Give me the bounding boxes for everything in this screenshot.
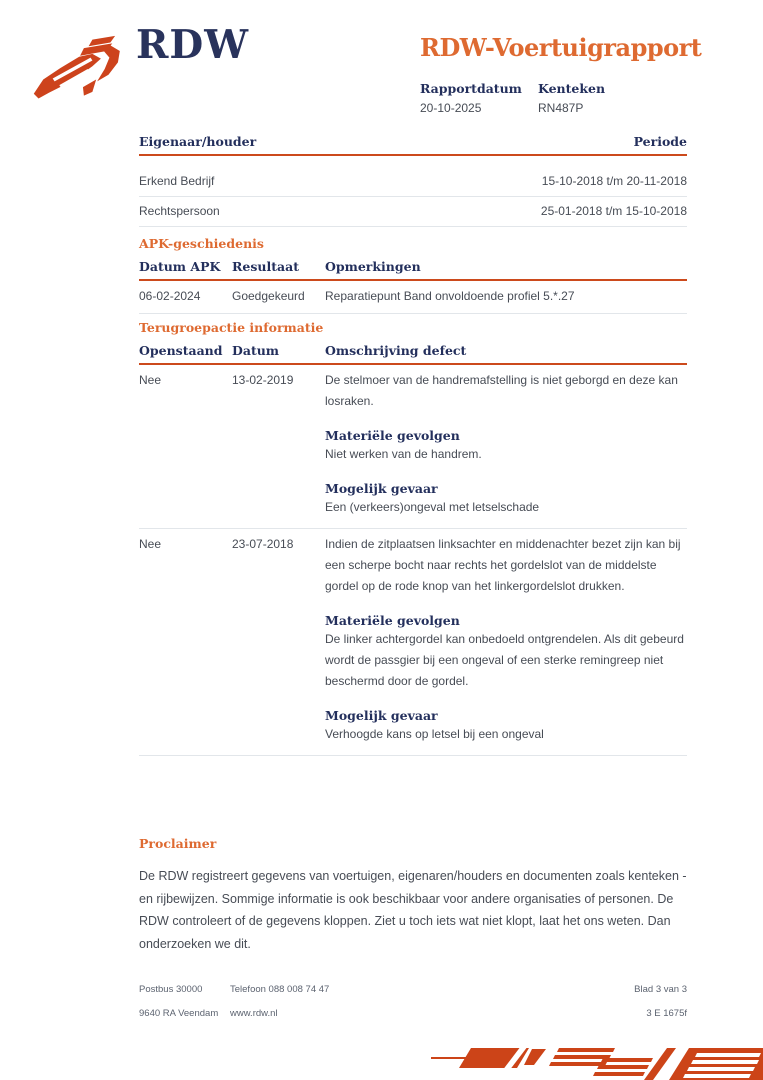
footer-doc-code: 3 E 1675f: [646, 1008, 687, 1019]
recall-date: 13-02-2019: [232, 373, 294, 387]
recall-heading: Terugroepactie informatie: [139, 320, 324, 335]
recall-defect: Indien de zitplaatsen linksachter en middenachter bezet zijn kan bij een scherpe bocht naar rechts het gordelslot van de middelste gordel op de rode knop van het linkergordelslot drukken.: [325, 537, 681, 593]
owner-row: [139, 197, 687, 227]
recall-row: [139, 529, 687, 756]
footer-row: [139, 984, 687, 995]
apk-heading: APK-geschiedenis: [139, 236, 264, 251]
material-consequences-text: Niet werken van de handrem.: [325, 447, 482, 461]
footer-postbox: Postbus 30000: [139, 984, 203, 995]
material-consequences-text: De linker achtergordel kan onbedoeld ontgrendelen. Als dit gebeurd wordt de passgier bij een ongeval of een sterke remingreep niet beschermd door de gordel.: [325, 632, 684, 688]
recall-detail: [325, 370, 687, 522]
apk-result: Goedgekeurd: [232, 289, 305, 303]
page-footer: [139, 984, 687, 1032]
proclaimer-section: [139, 836, 687, 955]
proclaimer-text: De RDW registreert gegevens van voertuigen, eigenaren/houders en documenten zoals kenteken - en rijbewijzen. Sommige informatie is ook beschikbaar voor andere organisaties of personen. De RDW controleert of de gegevens kloppen. Ziet u toch iets wat niet klopt, laat het ons weten. Dan onderzoeken we dit.: [139, 869, 687, 951]
report-date-block: [420, 81, 522, 115]
recall-open: Nee: [139, 373, 162, 387]
apk-table-header: [139, 259, 687, 281]
report-date-label: Rapportdatum: [420, 81, 522, 96]
report-title: RDW-Voertuigrapport: [420, 33, 702, 62]
possible-danger-label: Mogelijk gevaar: [325, 481, 438, 496]
owner-row: [139, 167, 687, 197]
recall-col-defect: Omschrijving defect: [325, 343, 467, 358]
rdw-logotype: RDW: [136, 22, 250, 68]
license-plate-label: Kenteken: [538, 81, 606, 96]
apk-col-remarks: Opmerkingen: [325, 259, 421, 274]
footer-city: 9640 RA Veendam: [139, 1008, 219, 1019]
report-date-value: 20-10-2025: [420, 101, 482, 115]
recall-open: Nee: [139, 537, 162, 551]
owner-header-name: Eigenaar/houder: [139, 134, 257, 149]
apk-section: [139, 236, 687, 314]
apk-col-result: Resultaat: [232, 259, 299, 274]
recall-date: 23-07-2018: [232, 537, 294, 551]
owner-table-header: [139, 134, 687, 156]
proclaimer-heading: Proclaimer: [139, 836, 217, 851]
recall-table-header: [139, 343, 687, 365]
recall-row: [139, 365, 687, 529]
apk-row: [139, 281, 687, 314]
apk-remarks: Reparatiepunt Band onvoldoende profiel 5.*.27: [325, 289, 575, 303]
apk-date: 06-02-2024: [139, 289, 201, 303]
recall-defect: De stelmoer van de handremafstelling is niet geborgd en deze kan losraken.: [325, 373, 678, 408]
material-consequences-label: Materiële gevolgen: [325, 428, 460, 443]
license-plate-value: RN487P: [538, 101, 584, 115]
apk-col-date: Datum APK: [139, 259, 221, 274]
owner-header-period: Periode: [633, 134, 687, 149]
owner-name: Rechtspersoon: [139, 204, 220, 218]
owner-period: 25-01-2018 t/m 15-10-2018: [540, 204, 687, 218]
footer-phone: Telefoon 088 008 74 47: [230, 984, 330, 995]
footer-speedlines-graphic-icon: [431, 1046, 763, 1080]
footer-row: [139, 1008, 687, 1019]
recall-detail: [325, 534, 687, 749]
license-plate-block: [538, 81, 605, 115]
possible-danger-text: Een (verkeers)ongeval met letselschade: [325, 500, 540, 514]
possible-danger-label: Mogelijk gevaar: [325, 708, 438, 723]
owner-section: [139, 134, 687, 227]
owner-period: 15-10-2018 t/m 20-11-2018: [541, 174, 687, 188]
owner-name: Erkend Bedrijf: [139, 174, 215, 188]
recall-col-date: Datum: [232, 343, 280, 358]
footer-page-number: Blad 3 van 3: [634, 984, 687, 995]
recall-section: [139, 320, 687, 756]
recall-col-open: Openstaand: [139, 343, 223, 358]
possible-danger-text: Verhoogde kans op letsel bij een ongeval: [325, 727, 544, 741]
material-consequences-label: Materiële gevolgen: [325, 613, 460, 628]
footer-website-link[interactable]: www.rdw.nl: [230, 1008, 278, 1019]
rdw-bird-logo-icon: [30, 33, 134, 107]
